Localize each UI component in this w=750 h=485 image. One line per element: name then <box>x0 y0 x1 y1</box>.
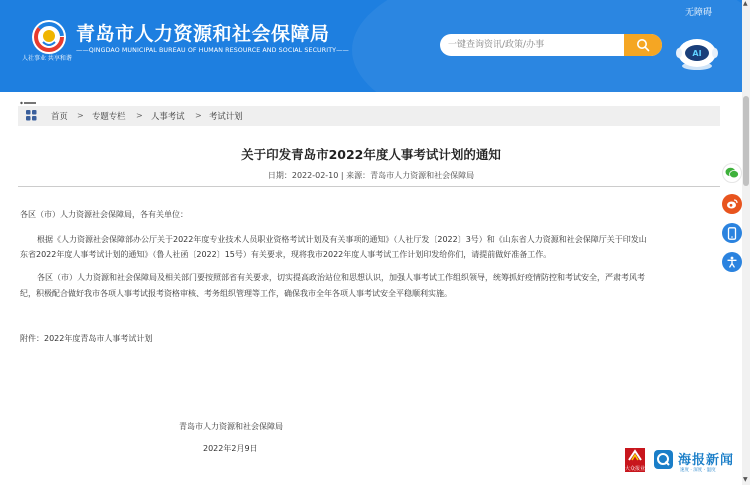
article-title: 关于印发青岛市2022年度人事考试计划的通知 <box>241 147 501 162</box>
dazhong-badge-text: 大众报业 <box>625 466 646 472</box>
robot-label: AI <box>692 49 702 58</box>
article-meta: 日期：2022-02-10 | 来源：青岛市人力资源和社会保障局 <box>267 171 475 180</box>
article-salutation: 各区（市）人力资源社会保障局，各有关单位： <box>20 210 188 219</box>
site-subtitle: ——QINGDAO MUNICIPAL BUREAU OF HUMAN RESOURCE AND SOCIAL SECURITY—— <box>76 47 349 54</box>
site-title[interactable]: 青岛市人力资源和社会保障局 <box>76 23 330 45</box>
accessibility-button[interactable] <box>722 252 742 272</box>
search-box <box>440 34 662 56</box>
mobile-icon <box>727 227 737 240</box>
haibao-logo-icon <box>654 450 673 469</box>
weibo-share-button[interactable] <box>722 194 742 214</box>
divider <box>18 186 720 187</box>
bureau-logo-icon[interactable] <box>30 18 68 56</box>
dazhong-emblem-icon <box>625 448 645 464</box>
search-button[interactable] <box>624 34 662 56</box>
breadcrumb-personnel-exam[interactable]: 人事考试 <box>151 111 185 121</box>
breadcrumb-separator: > <box>136 111 143 120</box>
breadcrumb-exam-plan[interactable]: 考试计划 <box>209 111 243 121</box>
barrier-free-link[interactable]: 无障碍 <box>684 8 712 18</box>
article-signature: 青岛市人力资源和社会保障局 <box>179 422 283 431</box>
scrollbar[interactable] <box>742 0 750 485</box>
accessibility-icon <box>726 256 738 268</box>
logo-slogan: 人社事业 共享和谐 <box>22 55 72 62</box>
search-input[interactable] <box>440 34 620 56</box>
grid-icon <box>26 110 37 121</box>
article-paragraph-1-line-1: 根据《人力资源社会保障部办公厅关于2022年度专业技术人员职业资格考试计划及有关事项的通知》（人社厅发〔2022〕3号）和《山东省人力资源和社会保障厅关于印发山 <box>37 235 647 244</box>
article-date: 2022年2月9日 <box>203 444 258 453</box>
article-paragraph-1-line-2: 东省2022年度人事考试计划的通知》（鲁人社函〔2022〕15号）有关要求，现将我市2022年度人事考试工作计划印发给你们，请提前做好准备工作。 <box>20 250 552 259</box>
site-header <box>0 0 742 92</box>
article-paragraph-2-line-2: 纪，积极配合做好我市各项人事考试报考资格审核、考务组织管理等工作，确保我市全年各项人事考试安全平稳顺利实施。 <box>20 289 452 298</box>
wechat-share-button[interactable] <box>722 163 742 183</box>
watermark-tagline: 速度 · 深度 · 温度 <box>680 468 716 473</box>
mobile-button[interactable] <box>722 223 742 243</box>
scrollbar-thumb[interactable] <box>743 96 749 186</box>
article-paragraph-2-line-1: 各区（市）人力资源和社会保障局及相关部门要按照部省有关要求，切实提高政治站位和思想认识，加强人事考试工作组织领导，统筹抓好疫情防控和考试安全，严肃考风考 <box>37 273 645 282</box>
dazhong-badge-logo <box>625 448 645 472</box>
breadcrumb-separator: > <box>195 111 202 120</box>
weibo-icon <box>726 198 738 210</box>
breadcrumb-topics[interactable]: 专题专栏 <box>92 111 126 121</box>
scroll-down-icon[interactable]: ▼ <box>743 476 748 483</box>
search-icon <box>636 38 650 52</box>
ai-assistant-robot-icon[interactable] <box>674 36 720 72</box>
breadcrumb-separator: > <box>77 111 84 120</box>
watermark-name: 海报新闻 <box>678 453 735 468</box>
article-attachment[interactable]: 附件：2022年度青岛市人事考试计划 <box>20 334 153 343</box>
wechat-icon <box>725 167 739 179</box>
breadcrumb-home[interactable]: 首页 <box>51 111 68 121</box>
scroll-up-icon[interactable]: ▲ <box>743 0 748 7</box>
